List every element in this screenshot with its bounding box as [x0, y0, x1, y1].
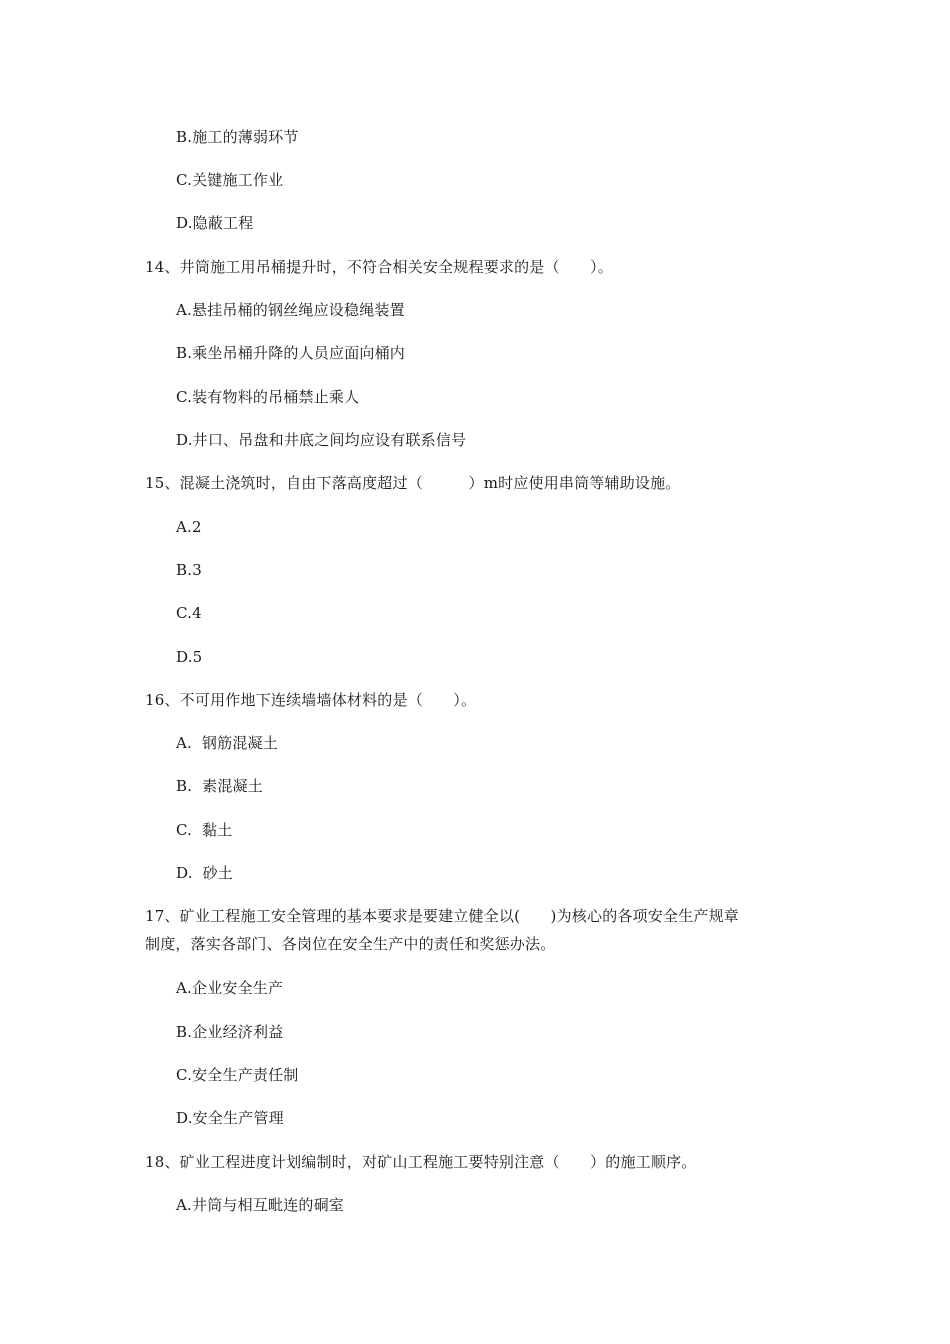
q15-stem: 15、混凝土浇筑时，自由下落高度超过（ ）m时应使用串筒等辅助设施。 — [145, 474, 681, 492]
q17-option-a: A.企业安全生产 — [176, 979, 284, 997]
q17-stem-line2: 制度，落实各部门、各岗位在安全生产中的责任和奖惩办法。 — [145, 935, 556, 953]
q14-option-d: D.井口、吊盘和井底之间均应设有联系信号 — [176, 431, 467, 449]
q13-option-b: B.施工的薄弱环节 — [176, 128, 299, 146]
q14-stem: 14、井筒施工用吊桶提升时，不符合相关安全规程要求的是（ ）。 — [145, 258, 613, 276]
q18-option-a: A.井筒与相互毗连的硐室 — [176, 1196, 345, 1214]
q16-option-b: B. 素混凝土 — [176, 777, 263, 795]
q16-option-a: A. 钢筋混凝土 — [176, 734, 278, 752]
q16-option-d: D. 砂土 — [176, 864, 233, 882]
q13-option-d: D.隐蔽工程 — [176, 214, 254, 232]
q15-option-d: D.5 — [176, 648, 203, 666]
q16-option-c: C. 黏土 — [176, 821, 233, 839]
q15-option-b: B.3 — [176, 561, 202, 579]
q17-stem-line1: 17、矿业工程施工安全管理的基本要求是要建立健全以( )为核心的各项安全生产规章 — [145, 907, 739, 925]
q13-option-c: C.关键施工作业 — [176, 171, 284, 189]
q15-option-a: A.2 — [176, 518, 202, 536]
q17-option-c: C.安全生产责任制 — [176, 1066, 299, 1084]
q14-option-b: B.乘坐吊桶升降的人员应面向桶内 — [176, 344, 405, 362]
q18-stem: 18、矿业工程进度计划编制时，对矿山工程施工要特别注意（ ）的施工顺序。 — [145, 1153, 697, 1171]
q14-option-c: C.装有物料的吊桶禁止乘人 — [176, 388, 360, 406]
q16-stem: 16、不可用作地下连续墙墙体材料的是（ ）。 — [145, 691, 477, 709]
q17-option-b: B.企业经济利益 — [176, 1023, 284, 1041]
q15-option-c: C.4 — [176, 604, 202, 622]
q17-option-d: D.安全生产管理 — [176, 1109, 284, 1127]
q14-option-a: A.悬挂吊桶的钢丝绳应设稳绳装置 — [176, 301, 405, 319]
